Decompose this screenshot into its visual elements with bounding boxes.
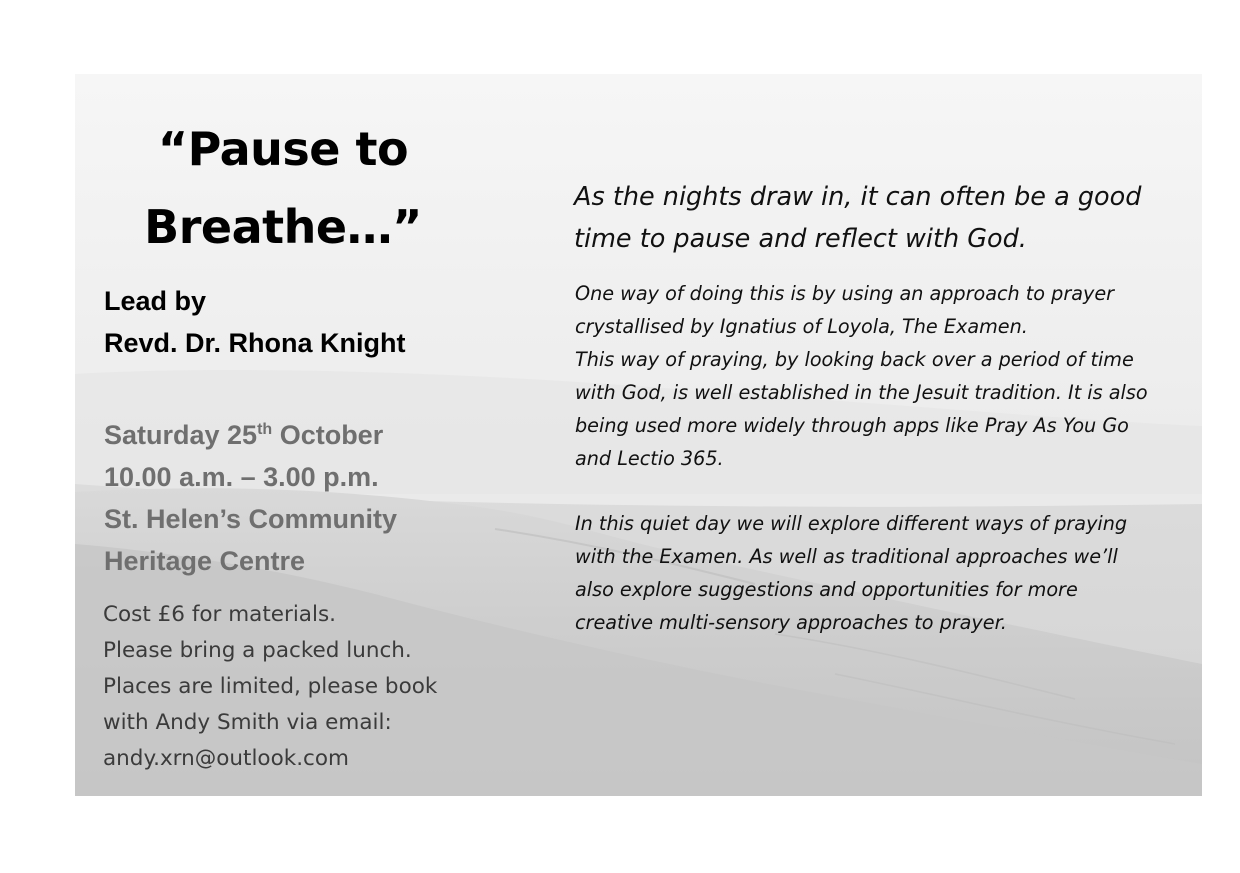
lunch-text: Please bring a packed lunch. [103,638,412,663]
event-date-day: Saturday 25 [104,420,258,450]
intro-line: As the nights draw in, it can often be a good [574,182,1142,212]
quiet-day-paragraph [575,507,1185,639]
event-venue-line: St. Helen’s Community [104,504,398,534]
event-date-month: October [272,420,384,450]
paragraph-line: This way of praying, by looking back over a period of time [575,348,1134,371]
paragraph-line: with God, is well established in the Jesuit tradition. It is also [575,381,1148,404]
event-venue-line: Heritage Centre [104,546,306,576]
logistics-block [103,597,437,777]
title-line: “Pause to [157,122,409,176]
flyer-title [113,110,453,266]
leader-label: Lead by [104,286,207,316]
intro-line: time to pause and reflect with God. [574,224,1027,254]
event-date-ordinal: th [257,421,273,438]
flyer-card [75,74,1202,796]
leader-block [104,280,406,364]
paragraph-line: being used more widely through apps like Pray As You Go [575,414,1129,437]
paragraph-line: In this quiet day we will explore different ways of praying [575,512,1128,535]
booking-text: with Andy Smith via email: [103,710,392,735]
paragraph-line: and Lectio 365. [575,447,724,470]
leader-name: Revd. Dr. Rhona Knight [104,328,406,358]
event-time: 10.00 a.m. – 3.00 p.m. [104,462,379,492]
paragraph-line: creative multi-sensory approaches to prayer. [575,611,1007,634]
title-line: Breathe…” [144,200,422,254]
event-date [104,414,397,456]
paragraph-line: crystallised by Ignatius of Loyola, The Examen. [575,315,1028,338]
event-details [104,414,397,582]
examen-paragraph [575,277,1185,475]
cost-text: Cost £6 for materials. [103,602,336,627]
intro-text [574,176,1184,260]
paragraph-line: also explore suggestions and opportunities for more [575,578,1078,601]
paragraph-line: One way of doing this is by using an approach to prayer [575,282,1115,305]
booking-text: Places are limited, please book [103,674,438,699]
paragraph-line: with the Examen. As well as traditional approaches we’ll [575,545,1118,568]
contact-email: andy.xrn@outlook.com [103,746,349,771]
